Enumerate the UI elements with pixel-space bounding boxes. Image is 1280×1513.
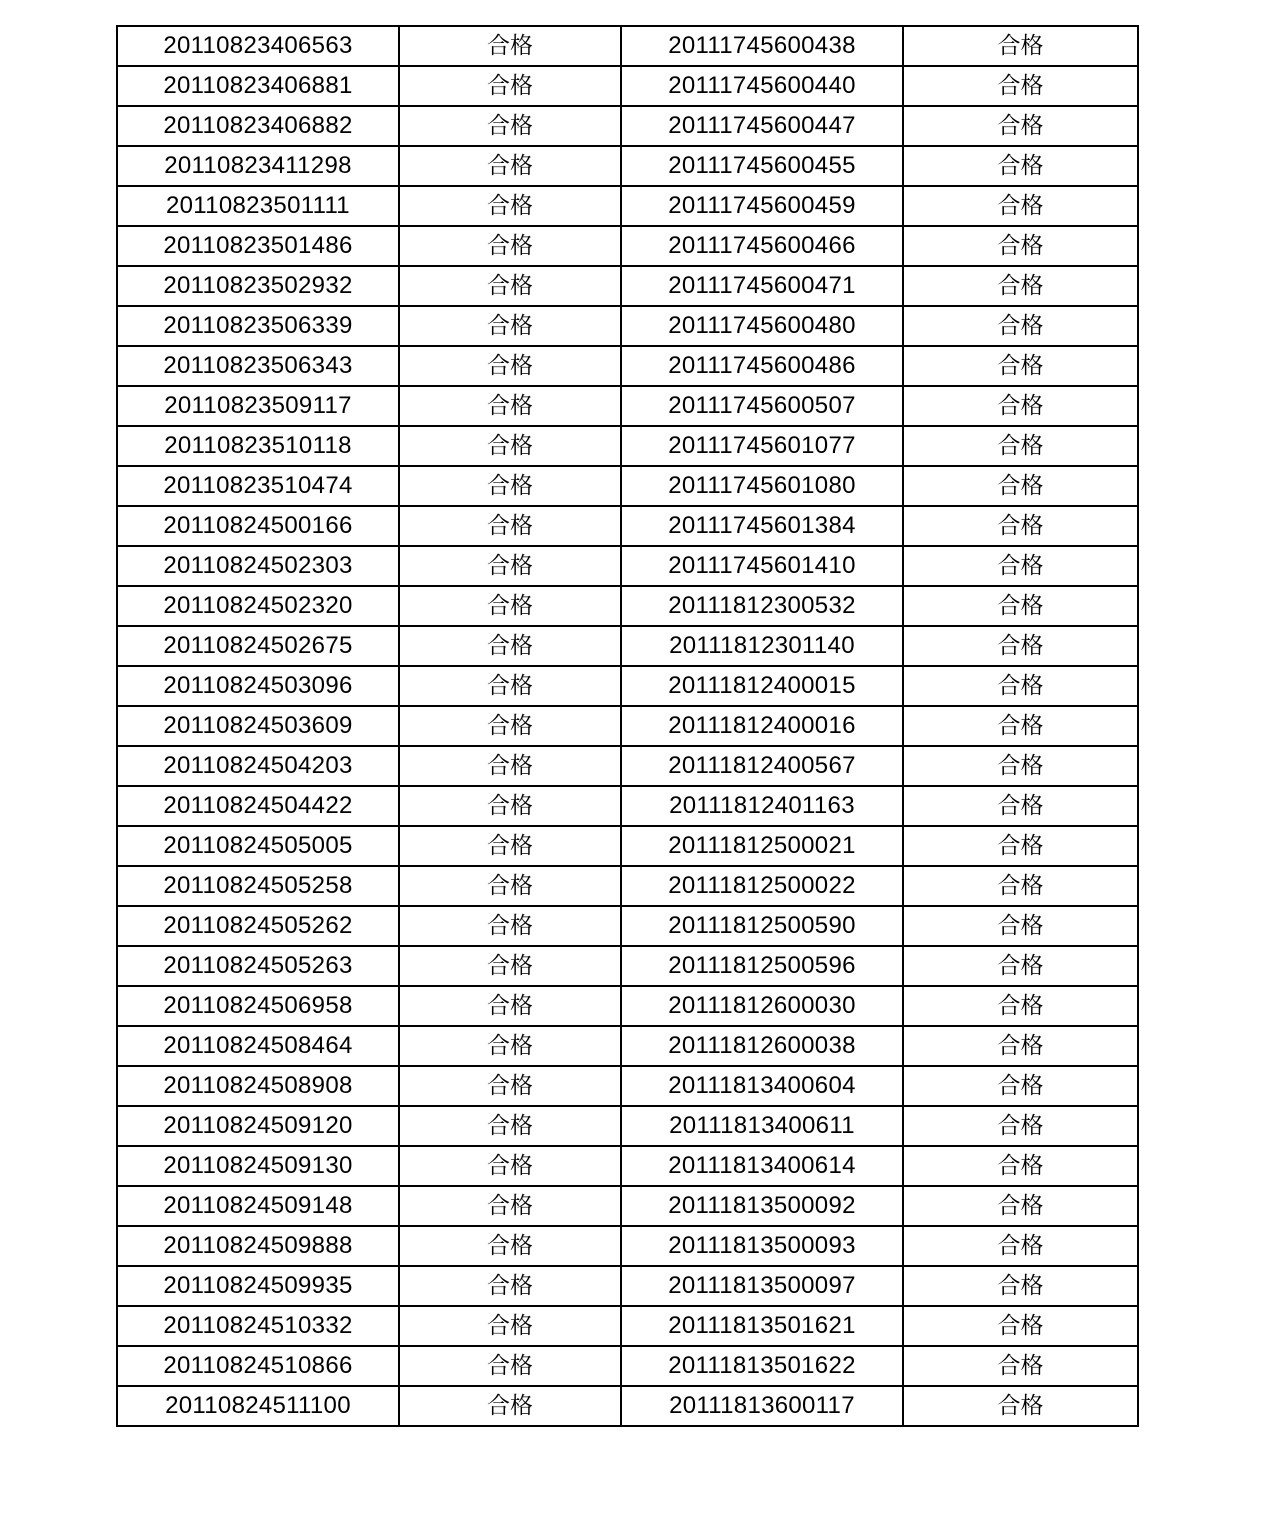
table-row	[117, 786, 1138, 826]
candidate-id-cell: 20111813500097	[621, 1266, 903, 1306]
result-status-cell: 合格	[903, 666, 1138, 706]
candidate-id-cell: 20110824505258	[117, 866, 399, 906]
candidate-id-cell: 20110824505005	[117, 826, 399, 866]
candidate-id-cell: 20110823406881	[117, 66, 399, 106]
candidate-id-cell: 20111745601080	[621, 466, 903, 506]
result-status-cell: 合格	[903, 746, 1138, 786]
candidate-id-cell: 20110824509935	[117, 1266, 399, 1306]
candidate-id-cell: 20111813400604	[621, 1066, 903, 1106]
table-row	[117, 1186, 1138, 1226]
result-status-cell: 合格	[399, 186, 621, 226]
results-table-body	[117, 26, 1138, 1426]
candidate-id-cell: 20111812600030	[621, 986, 903, 1026]
table-row	[117, 426, 1138, 466]
result-status-cell: 合格	[399, 546, 621, 586]
candidate-id-cell: 20110824508908	[117, 1066, 399, 1106]
candidate-id-cell: 20110823510474	[117, 466, 399, 506]
table-row	[117, 1066, 1138, 1106]
candidate-id-cell: 20111813501622	[621, 1346, 903, 1386]
result-status-cell: 合格	[399, 1026, 621, 1066]
candidate-id-cell: 20111745600459	[621, 186, 903, 226]
table-row	[117, 826, 1138, 866]
result-status-cell: 合格	[903, 186, 1138, 226]
result-status-cell: 合格	[903, 1106, 1138, 1146]
candidate-id-cell: 20110824505263	[117, 946, 399, 986]
candidate-id-cell: 20111812500596	[621, 946, 903, 986]
result-status-cell: 合格	[903, 266, 1138, 306]
candidate-id-cell: 20111812300532	[621, 586, 903, 626]
candidate-id-cell: 20110823506339	[117, 306, 399, 346]
candidate-id-cell: 20110824510332	[117, 1306, 399, 1346]
result-status-cell: 合格	[399, 826, 621, 866]
table-row	[117, 626, 1138, 666]
result-status-cell: 合格	[903, 1026, 1138, 1066]
candidate-id-cell: 20110823509117	[117, 386, 399, 426]
candidate-id-cell: 20110823501486	[117, 226, 399, 266]
candidate-id-cell: 20110823510118	[117, 426, 399, 466]
candidate-id-cell: 20111745600438	[621, 26, 903, 66]
result-status-cell: 合格	[903, 1386, 1138, 1426]
result-status-cell: 合格	[399, 346, 621, 386]
table-row	[117, 306, 1138, 346]
table-row	[117, 1226, 1138, 1266]
result-status-cell: 合格	[903, 226, 1138, 266]
table-row	[117, 466, 1138, 506]
candidate-id-cell: 20110824508464	[117, 1026, 399, 1066]
result-status-cell: 合格	[399, 586, 621, 626]
table-row	[117, 66, 1138, 106]
table-row	[117, 666, 1138, 706]
result-status-cell: 合格	[399, 266, 621, 306]
table-row	[117, 146, 1138, 186]
candidate-id-cell: 20111812400567	[621, 746, 903, 786]
result-status-cell: 合格	[399, 1386, 621, 1426]
table-row	[117, 506, 1138, 546]
candidate-id-cell: 20111745600480	[621, 306, 903, 346]
candidate-id-cell: 20111813501621	[621, 1306, 903, 1346]
result-status-cell: 合格	[399, 786, 621, 826]
result-status-cell: 合格	[903, 706, 1138, 746]
candidate-id-cell: 20110824509888	[117, 1226, 399, 1266]
table-row	[117, 1306, 1138, 1346]
result-status-cell: 合格	[399, 946, 621, 986]
result-status-cell: 合格	[399, 1146, 621, 1186]
result-status-cell: 合格	[903, 1346, 1138, 1386]
candidate-id-cell: 20111745601077	[621, 426, 903, 466]
candidate-id-cell: 20110824500166	[117, 506, 399, 546]
result-status-cell: 合格	[903, 1266, 1138, 1306]
candidate-id-cell: 20111745600471	[621, 266, 903, 306]
candidate-id-cell: 20111812500590	[621, 906, 903, 946]
candidate-id-cell: 20110824504203	[117, 746, 399, 786]
candidate-id-cell: 20110823501111	[117, 186, 399, 226]
result-status-cell: 合格	[903, 986, 1138, 1026]
results-table	[116, 25, 1139, 1427]
table-row	[117, 546, 1138, 586]
candidate-id-cell: 20110824510866	[117, 1346, 399, 1386]
table-row	[117, 586, 1138, 626]
result-status-cell: 合格	[399, 1346, 621, 1386]
result-status-cell: 合格	[903, 66, 1138, 106]
result-status-cell: 合格	[903, 866, 1138, 906]
candidate-id-cell: 20110824502303	[117, 546, 399, 586]
candidate-id-cell: 20111813500092	[621, 1186, 903, 1226]
candidate-id-cell: 20111812400016	[621, 706, 903, 746]
candidate-id-cell: 20111745600507	[621, 386, 903, 426]
result-status-cell: 合格	[903, 1146, 1138, 1186]
table-row	[117, 26, 1138, 66]
result-status-cell: 合格	[399, 666, 621, 706]
candidate-id-cell: 20110824509120	[117, 1106, 399, 1146]
table-row	[117, 1106, 1138, 1146]
result-status-cell: 合格	[399, 306, 621, 346]
result-status-cell: 合格	[903, 106, 1138, 146]
result-status-cell: 合格	[399, 66, 621, 106]
result-status-cell: 合格	[399, 226, 621, 266]
result-status-cell: 合格	[903, 626, 1138, 666]
result-status-cell: 合格	[399, 466, 621, 506]
result-status-cell: 合格	[903, 946, 1138, 986]
candidate-id-cell: 20110824503609	[117, 706, 399, 746]
candidate-id-cell: 20111812400015	[621, 666, 903, 706]
candidate-id-cell: 20111745601384	[621, 506, 903, 546]
result-status-cell: 合格	[903, 546, 1138, 586]
table-row	[117, 186, 1138, 226]
result-status-cell: 合格	[399, 106, 621, 146]
result-status-cell: 合格	[399, 426, 621, 466]
result-status-cell: 合格	[399, 1066, 621, 1106]
table-row	[117, 706, 1138, 746]
candidate-id-cell: 20110824504422	[117, 786, 399, 826]
result-status-cell: 合格	[903, 346, 1138, 386]
candidate-id-cell: 20110824502675	[117, 626, 399, 666]
candidate-id-cell: 20111812500022	[621, 866, 903, 906]
document-page	[116, 25, 1137, 1427]
candidate-id-cell: 20111813600117	[621, 1386, 903, 1426]
table-row	[117, 906, 1138, 946]
candidate-id-cell: 20110823411298	[117, 146, 399, 186]
table-row	[117, 866, 1138, 906]
table-row	[117, 1026, 1138, 1066]
table-row	[117, 106, 1138, 146]
result-status-cell: 合格	[903, 146, 1138, 186]
candidate-id-cell: 20111745600455	[621, 146, 903, 186]
result-status-cell: 合格	[903, 306, 1138, 346]
result-status-cell: 合格	[399, 1266, 621, 1306]
result-status-cell: 合格	[399, 1186, 621, 1226]
table-row	[117, 346, 1138, 386]
candidate-id-cell: 20110823406882	[117, 106, 399, 146]
table-row	[117, 1266, 1138, 1306]
candidate-id-cell: 20111813400614	[621, 1146, 903, 1186]
candidate-id-cell: 20110824506958	[117, 986, 399, 1026]
result-status-cell: 合格	[399, 26, 621, 66]
result-status-cell: 合格	[399, 1306, 621, 1346]
table-row	[117, 946, 1138, 986]
candidate-id-cell: 20111745601410	[621, 546, 903, 586]
result-status-cell: 合格	[399, 626, 621, 666]
result-status-cell: 合格	[903, 506, 1138, 546]
table-row	[117, 386, 1138, 426]
table-row	[117, 226, 1138, 266]
candidate-id-cell: 20110823502932	[117, 266, 399, 306]
result-status-cell: 合格	[399, 866, 621, 906]
result-status-cell: 合格	[903, 1066, 1138, 1106]
result-status-cell: 合格	[903, 1306, 1138, 1346]
result-status-cell: 合格	[399, 906, 621, 946]
result-status-cell: 合格	[399, 146, 621, 186]
result-status-cell: 合格	[903, 1226, 1138, 1266]
candidate-id-cell: 20110824509130	[117, 1146, 399, 1186]
result-status-cell: 合格	[903, 426, 1138, 466]
candidate-id-cell: 20111813400611	[621, 1106, 903, 1146]
candidate-id-cell: 20110823506343	[117, 346, 399, 386]
result-status-cell: 合格	[399, 706, 621, 746]
candidate-id-cell: 20111812301140	[621, 626, 903, 666]
table-row	[117, 1386, 1138, 1426]
result-status-cell: 合格	[903, 786, 1138, 826]
candidate-id-cell: 20110823406563	[117, 26, 399, 66]
candidate-id-cell: 20111812401163	[621, 786, 903, 826]
candidate-id-cell: 20111812600038	[621, 1026, 903, 1066]
candidate-id-cell: 20111745600466	[621, 226, 903, 266]
table-row	[117, 1346, 1138, 1386]
result-status-cell: 合格	[903, 1186, 1138, 1226]
table-row	[117, 266, 1138, 306]
result-status-cell: 合格	[903, 826, 1138, 866]
result-status-cell: 合格	[399, 1226, 621, 1266]
candidate-id-cell: 20110824505262	[117, 906, 399, 946]
table-row	[117, 986, 1138, 1026]
result-status-cell: 合格	[903, 26, 1138, 66]
table-row	[117, 746, 1138, 786]
result-status-cell: 合格	[399, 986, 621, 1026]
result-status-cell: 合格	[399, 1106, 621, 1146]
candidate-id-cell: 20111745600486	[621, 346, 903, 386]
candidate-id-cell: 20111813500093	[621, 1226, 903, 1266]
candidate-id-cell: 20111745600447	[621, 106, 903, 146]
candidate-id-cell: 20110824502320	[117, 586, 399, 626]
result-status-cell: 合格	[399, 506, 621, 546]
result-status-cell: 合格	[903, 586, 1138, 626]
result-status-cell: 合格	[903, 466, 1138, 506]
result-status-cell: 合格	[903, 386, 1138, 426]
candidate-id-cell: 20110824511100	[117, 1386, 399, 1426]
candidate-id-cell: 20110824509148	[117, 1186, 399, 1226]
result-status-cell: 合格	[399, 386, 621, 426]
result-status-cell: 合格	[903, 906, 1138, 946]
result-status-cell: 合格	[399, 746, 621, 786]
candidate-id-cell: 20110824503096	[117, 666, 399, 706]
candidate-id-cell: 20111745600440	[621, 66, 903, 106]
table-row	[117, 1146, 1138, 1186]
candidate-id-cell: 20111812500021	[621, 826, 903, 866]
